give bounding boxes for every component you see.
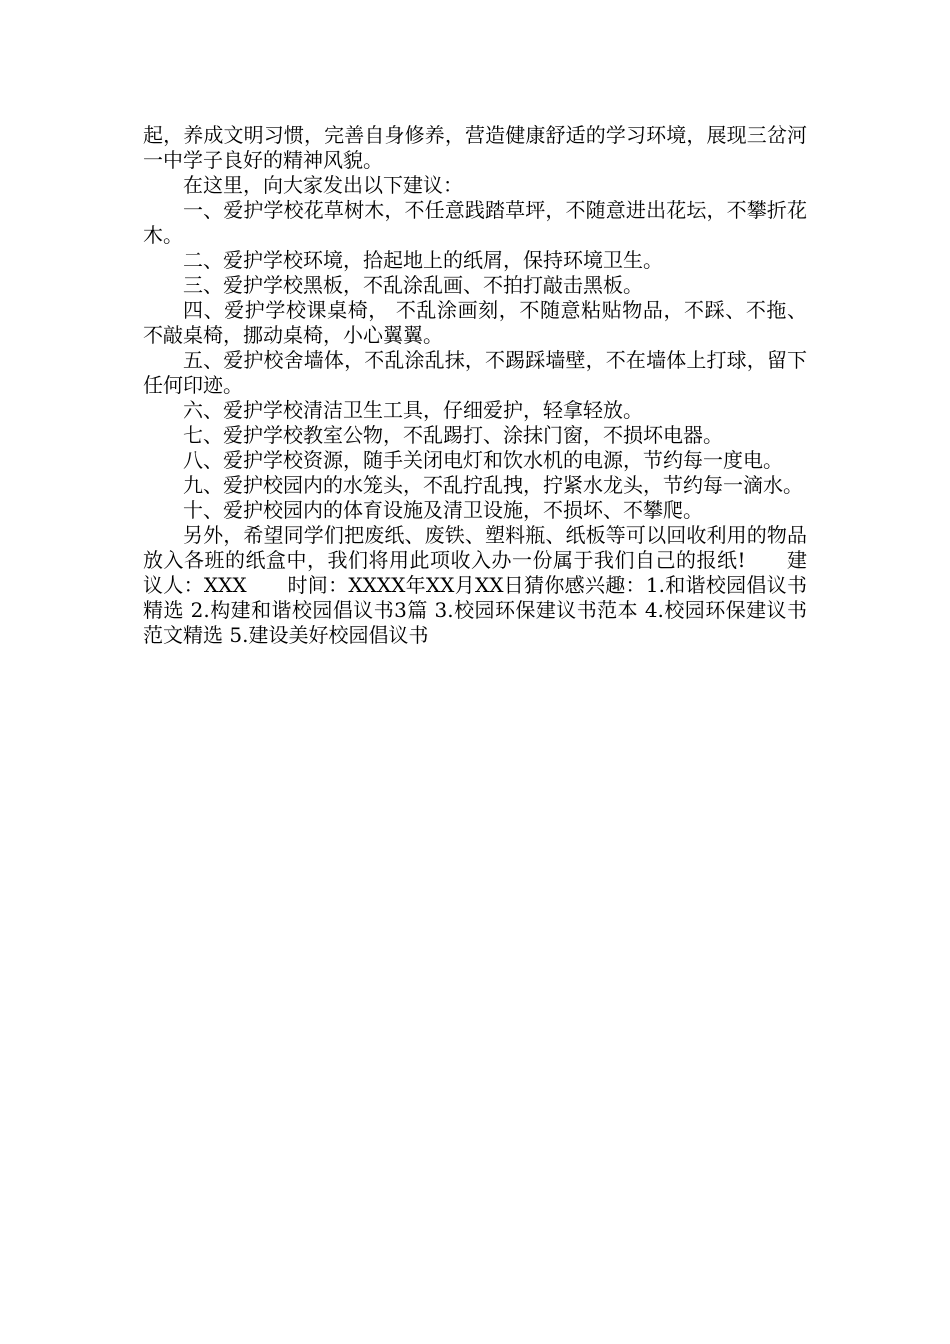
paragraph-item-4: 四、爱护学校课桌椅， 不乱涂画刻，不随意粘贴物品，不踩、不拖、不敲桌椅，挪动桌椅，小心翼翼。 [143,298,807,347]
paragraph-item-8: 八、爱护学校资源，随手关闭电灯和饮水机的电源，节约每一度电。 [183,448,783,472]
paragraph-item-6: 六、爱护学校清洁卫生工具，仔细爱护，轻拿轻放。 [183,398,643,422]
paragraph-item-2: 二、爱护学校环境，拾起地上的纸屑，保持环境卫生。 [183,248,663,272]
paragraph-item-7: 七、爱护学校教室公物，不乱踢打、涂抹门窗，不损坏电器。 [183,423,723,447]
paragraph-item-10: 十、爱护校园内的体育设施及清卫设施，不损坏、不攀爬。 [183,498,703,522]
paragraph-item-9: 九、爱护校园内的水笼头，不乱拧乱拽，拧紧水龙头，节约每一滴水。 [183,473,803,497]
paragraph-item-1: 一、爱护学校花草树木，不任意践踏草坪，不随意进出花坛，不攀折花木。 [143,198,807,247]
paragraph-intro-continued: 起，养成文明习惯，完善自身修养，营造健康舒适的学习环境，展现三岔河一中学子良好的精神风貌。 [143,123,807,172]
paragraph-item-3: 三、爱护学校黑板，不乱涂乱画、不拍打敲击黑板。 [183,273,643,297]
paragraph-closing: 另外，希望同学们把废纸、废铁、塑料瓶、纸板等可以回收利用的物品放入各班的纸盒中，我们将用此项收入办一份属于我们自己的报纸! 建议人：XXX 时间：XXXX年XX月XX日猜你感兴趣：1.和谐校园倡议书精选 2.构建和谐校园倡议书3篇 3.校园环保建议书范本 4.校园环保建议书范文精选 5.建设美好校园倡议书 [143,523,807,647]
paragraph-call-to-action: 在这里，向大家发出以下建议： [183,173,463,197]
paragraph-item-5: 五、爱护校舍墙体，不乱涂乱抹，不踢踩墙壁，不在墙体上打球，留下任何印迹。 [143,348,807,397]
document-body [143,123,807,648]
